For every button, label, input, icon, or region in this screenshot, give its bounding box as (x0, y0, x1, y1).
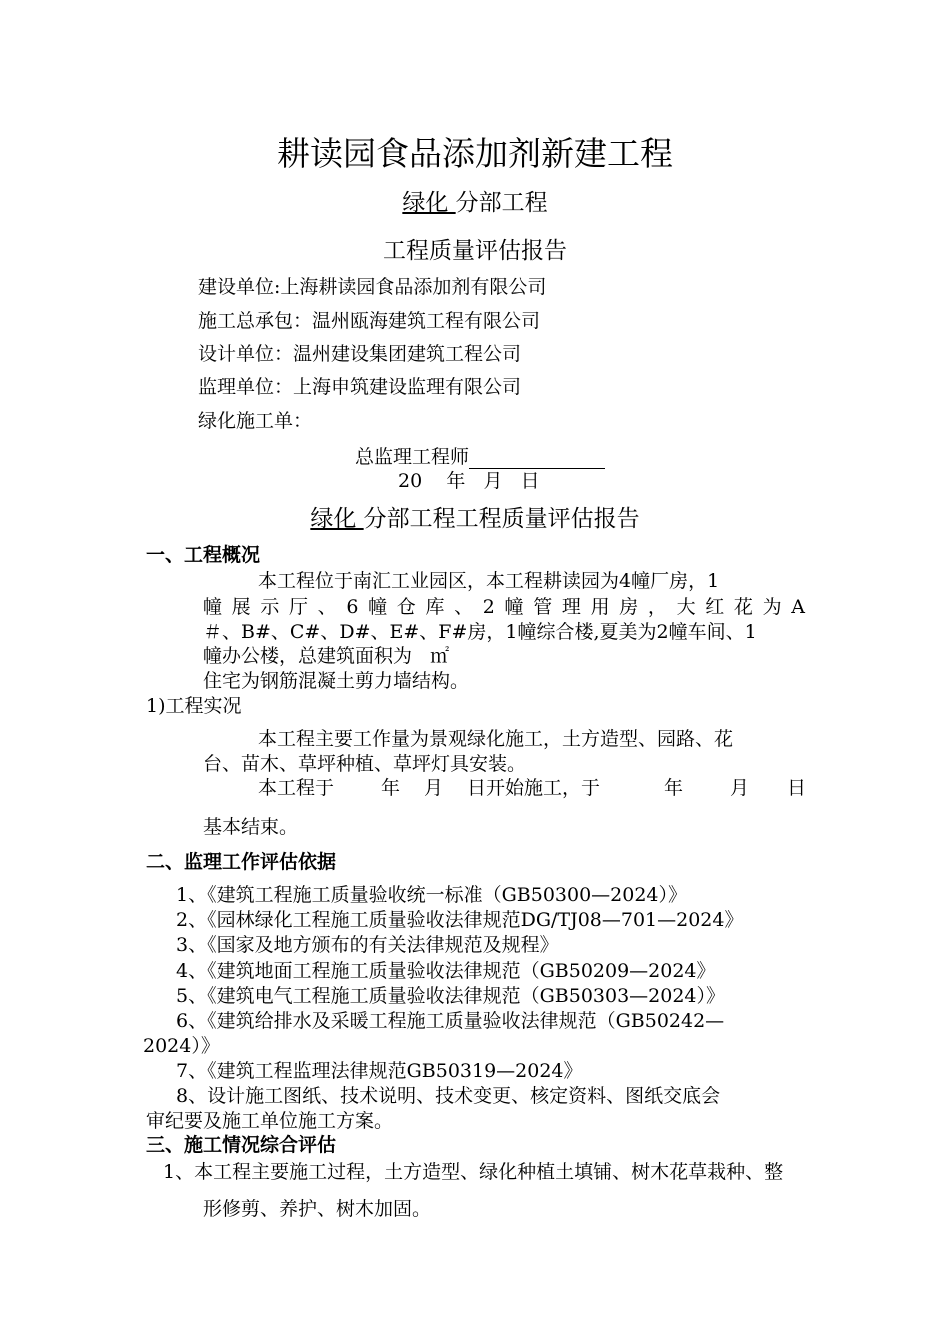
info-owner: 建设单位:上海耕读园食品添加剂有限公司 (198, 276, 547, 298)
evaluation-item-1-line-1: 1、本工程主要施工过程，土方造型、绿化种植土填铺、树木花草栽种、整 (163, 1161, 784, 1183)
basis-item-4: 4、《建筑地面工程施工质量验收法律规范（GB50209—2024》 (176, 960, 716, 982)
subtitle (0, 184, 950, 217)
signature-date: 20 年 月 日 (398, 470, 540, 492)
basis-item-8-line-2: 审纪要及施工单位施工方案。 (146, 1110, 394, 1132)
basis-item-8-line-1: 8、设计施工图纸、技术说明、技术变更、核定资料、图纸交底会 (176, 1085, 721, 1107)
basis-item-6-line-1: 6、《建筑给排水及采暖工程施工质量验收法律规范（GB50242— (176, 1010, 725, 1032)
info-supervisor: 监理单位：上海申筑建设监理有限公司 (198, 376, 522, 398)
heading-evaluation: 三、施工情况综合评估 (146, 1134, 337, 1156)
basis-item-2: 2、《园林绿化工程施工质量验收法律规范DG/TJ08—701—2024》 (176, 909, 744, 931)
evaluation-item-1-line-2: 形修剪、养护、树木加固。 (203, 1198, 432, 1220)
section-title (0, 500, 950, 533)
schedule-col-2: 年 (381, 777, 401, 799)
overview-line-4: 幢办公楼，总建筑面积为 ㎡ (203, 645, 450, 667)
basis-item-7: 7、《建筑工程监理法律规范GB50319—2024》 (176, 1060, 583, 1082)
overview-line-3: ＃、B#、C#、D#、E#、F#房，1幢综合楼,夏美为2幢车间、1 (203, 621, 757, 643)
schedule-col-4: 日开始施工，于 (467, 777, 601, 799)
subtitle-rest: 分部工程 (455, 190, 548, 216)
overview-line-5: 住宅为钢筋混凝土剪力墙结构。 (203, 670, 470, 692)
info-designer: 设计单位：温州建设集团建筑工程公司 (198, 343, 522, 365)
overview-line-1: 本工程位于南汇工业园区，本工程耕读园为4幢厂房，1 (258, 570, 720, 592)
actual-line-1: 本工程主要工作量为景观绿化施工，土方造型、园路、花 (258, 728, 734, 750)
schedule-col-6: 月 (730, 777, 750, 799)
overview-line-2: 幢展示厅、6幢仓库、2幢管理用房，大红花为A (203, 596, 805, 618)
subtitle-underlined: 绿化 (402, 190, 456, 216)
info-contractor: 施工总承包：温州瓯海建筑工程有限公司 (198, 310, 541, 332)
info-greening: 绿化施工单： (198, 410, 313, 432)
schedule-col-1: 本工程于 (258, 777, 335, 799)
report-title: 工程质量评估报告 (383, 238, 567, 264)
schedule-col-5: 年 (664, 777, 684, 799)
section-title-underlined: 绿化 (310, 506, 364, 532)
basis-item-1: 1、《建筑工程施工质量验收统一标准（GB50300—2024）》 (176, 884, 688, 906)
schedule-tail: 基本结束。 (203, 816, 299, 838)
schedule-col-7: 日 (787, 777, 807, 799)
basis-item-5: 5、《建筑电气工程施工质量验收法律规范（GB50303—2024）》 (176, 985, 726, 1007)
basis-item-6-line-2: 2024）》 (143, 1035, 220, 1057)
heading-basis: 二、监理工作评估依据 (146, 851, 337, 873)
document-title: 耕读园食品添加剂新建工程 (277, 134, 673, 173)
signature-label: 总监理工程师 (355, 446, 470, 468)
actual-line-2: 台、苗木、草坪种植、草坪灯具安装。 (203, 753, 527, 775)
subheading-actual: 1)工程实况 (146, 695, 242, 717)
basis-item-3: 3、《国家及地方颁布的有关法律规范及规程》 (176, 934, 559, 956)
schedule-col-3: 月 (424, 777, 444, 799)
signature-line (355, 442, 605, 469)
section-title-rest: 分部工程工程质量评估报告 (363, 506, 640, 532)
heading-overview: 一、工程概况 (146, 544, 261, 566)
